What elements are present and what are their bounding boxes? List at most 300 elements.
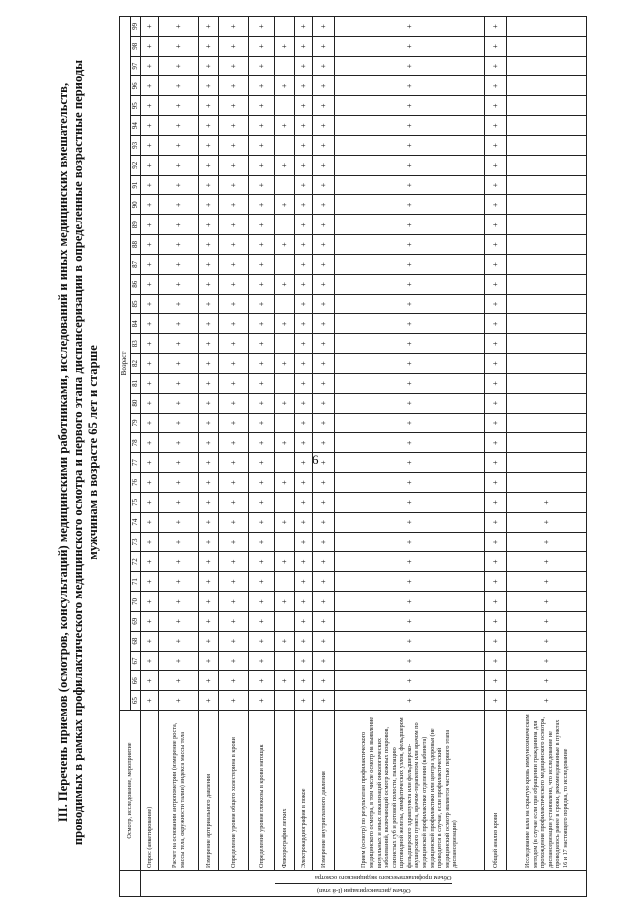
age-mark-cell	[219, 76, 249, 96]
age-mark-cell	[275, 195, 295, 215]
plus-mark: +	[228, 242, 238, 247]
plus-mark: +	[173, 400, 183, 406]
plus-mark: +	[228, 619, 238, 624]
table-row	[219, 16, 249, 896]
age-mark-cell	[159, 393, 199, 413]
age-mark-cell	[249, 393, 275, 413]
age-mark-cell	[313, 393, 335, 413]
age-mark-cell	[141, 56, 159, 76]
age-mark-cell	[219, 96, 249, 116]
age-mark-cell	[249, 592, 275, 612]
plus-mark: +	[228, 202, 238, 208]
plus-mark: +	[203, 559, 213, 565]
age-mark-cell	[295, 76, 313, 96]
plus-mark: +	[173, 361, 183, 366]
plus-mark: +	[256, 182, 266, 188]
age-mark-cell	[249, 651, 275, 671]
plus-mark: +	[298, 24, 308, 29]
plus-mark: +	[203, 361, 213, 366]
age-mark-cell	[219, 433, 249, 453]
age-mark-cell	[335, 254, 485, 274]
age-mark-cell	[295, 552, 313, 572]
plus-mark: +	[173, 698, 183, 703]
plus-mark: +	[404, 381, 414, 386]
age-mark-cell	[159, 175, 199, 195]
age-mark-cell	[485, 254, 507, 274]
plus-mark: +	[144, 24, 154, 29]
plus-mark: +	[173, 579, 183, 584]
plus-mark: +	[228, 24, 238, 29]
plus-mark: +	[144, 341, 154, 346]
plus-mark: +	[279, 440, 289, 446]
plus-mark: +	[144, 182, 154, 188]
age-mark-cell	[219, 135, 249, 155]
plus-mark: +	[256, 262, 266, 267]
plus-mark: +	[404, 182, 414, 188]
activity-name: Общий анализ крови	[485, 711, 507, 871]
plus-mark: +	[203, 123, 213, 128]
plus-mark: +	[318, 361, 328, 366]
plus-mark: +	[228, 420, 238, 426]
plus-mark: +	[298, 420, 308, 426]
age-mark-cell	[485, 56, 507, 76]
plus-mark: +	[228, 341, 238, 346]
age-mark-cell	[507, 135, 587, 155]
age-mark-cell	[159, 651, 199, 671]
plus-mark: +	[490, 262, 500, 267]
age-mark-cell	[335, 592, 485, 612]
age-mark-cell	[485, 175, 507, 195]
age-mark-cell	[507, 175, 587, 195]
plus-mark: +	[144, 440, 154, 446]
plus-mark: +	[144, 480, 154, 485]
age-mark-cell	[249, 314, 275, 334]
age-column-header: 82	[130, 354, 141, 374]
plus-mark: +	[173, 480, 183, 485]
plus-mark: +	[298, 103, 308, 108]
plus-mark: +	[279, 638, 289, 644]
age-mark-cell	[507, 512, 587, 532]
age-mark-cell	[199, 393, 219, 413]
plus-mark: +	[173, 143, 183, 148]
plus-mark: +	[203, 242, 213, 247]
age-mark-cell	[219, 254, 249, 274]
age-mark-cell	[313, 314, 335, 334]
plus-mark: +	[203, 638, 213, 644]
age-mark-cell	[159, 512, 199, 532]
title-line-2: проводимых в рамках профилактического медицинского осмотра и первого этапа диспансеризации в определенные возрастные периоды	[71, 59, 85, 846]
plus-mark: +	[318, 123, 328, 128]
plus-mark: +	[318, 698, 328, 703]
plus-mark: +	[173, 341, 183, 346]
age-mark-cell	[335, 294, 485, 314]
age-mark-cell	[295, 314, 313, 334]
age-mark-cell	[485, 314, 507, 334]
age-mark-cell	[507, 215, 587, 235]
age-mark-cell	[199, 492, 219, 512]
age-mark-cell	[159, 572, 199, 592]
age-column-header: 68	[130, 631, 141, 651]
plus-mark: +	[490, 321, 500, 327]
age-mark-cell	[275, 16, 295, 36]
plus-mark: +	[279, 559, 289, 565]
age-mark-cell	[507, 16, 587, 36]
age-mark-cell	[219, 473, 249, 493]
age-mark-cell	[507, 433, 587, 453]
age-mark-cell	[507, 691, 587, 711]
plus-mark: +	[144, 539, 154, 545]
activity-name: Флюорография легких	[275, 711, 295, 871]
age-mark-cell	[507, 492, 587, 512]
age-column-header: 92	[130, 155, 141, 175]
plus-mark: +	[490, 281, 500, 287]
age-mark-cell	[485, 492, 507, 512]
plus-mark: +	[490, 619, 500, 624]
age-mark-cell	[141, 671, 159, 691]
plus-mark: +	[490, 500, 500, 505]
age-mark-cell	[199, 155, 219, 175]
age-mark-cell	[249, 413, 275, 433]
plus-mark: +	[298, 599, 308, 604]
plus-mark: +	[298, 182, 308, 188]
age-mark-cell	[159, 433, 199, 453]
age-mark-cell	[159, 155, 199, 175]
age-mark-cell	[249, 274, 275, 294]
age-mark-cell	[275, 76, 295, 96]
age-mark-cell	[507, 195, 587, 215]
age-mark-cell	[485, 453, 507, 473]
plus-mark: +	[144, 698, 154, 703]
age-mark-cell	[219, 373, 249, 393]
age-mark-cell	[159, 274, 199, 294]
plus-mark: +	[279, 519, 289, 525]
age-mark-cell	[141, 373, 159, 393]
table-row	[199, 16, 219, 896]
age-mark-cell	[141, 76, 159, 96]
activity-name: Определение уровня общего холестерина в крови	[219, 711, 249, 871]
age-mark-cell	[159, 215, 199, 235]
plus-mark: +	[298, 83, 308, 89]
plus-mark: +	[256, 301, 266, 307]
plus-mark: +	[228, 579, 238, 584]
age-mark-cell	[249, 532, 275, 552]
age-mark-cell	[249, 552, 275, 572]
plus-mark: +	[318, 182, 328, 188]
age-mark-cell	[141, 473, 159, 493]
plus-mark: +	[404, 539, 414, 545]
age-mark-cell	[485, 393, 507, 413]
age-mark-cell	[485, 135, 507, 155]
age-mark-cell	[275, 254, 295, 274]
plus-mark: +	[256, 400, 266, 406]
age-mark-cell	[295, 235, 313, 255]
age-mark-cell	[275, 96, 295, 116]
plus-mark: +	[279, 281, 289, 287]
exam-table-container	[119, 17, 587, 897]
plus-mark: +	[298, 262, 308, 267]
plus-mark: +	[144, 678, 154, 684]
age-mark-cell	[219, 36, 249, 56]
plus-mark: +	[173, 281, 183, 287]
age-mark-cell	[507, 473, 587, 493]
age-mark-cell	[159, 334, 199, 354]
age-column-header: 84	[130, 314, 141, 334]
plus-mark: +	[228, 281, 238, 287]
plus-mark: +	[256, 341, 266, 346]
age-mark-cell	[295, 96, 313, 116]
age-mark-cell	[249, 116, 275, 136]
activity-name: Измерение артериального давления	[199, 711, 219, 871]
plus-mark: +	[298, 440, 308, 446]
age-mark-cell	[335, 611, 485, 631]
plus-mark: +	[490, 301, 500, 307]
plus-mark: +	[318, 103, 328, 108]
plus-mark: +	[318, 341, 328, 346]
plus-mark: +	[173, 321, 183, 327]
age-mark-cell	[219, 413, 249, 433]
age-mark-cell	[295, 473, 313, 493]
age-mark-cell	[199, 274, 219, 294]
age-mark-cell	[141, 691, 159, 711]
age-mark-cell	[159, 56, 199, 76]
table-row	[159, 16, 199, 896]
plus-mark: +	[144, 361, 154, 366]
age-mark-cell	[485, 16, 507, 36]
age-mark-cell	[295, 691, 313, 711]
age-mark-cell	[219, 195, 249, 215]
plus-mark: +	[256, 619, 266, 624]
plus-mark: +	[490, 420, 500, 426]
age-mark-cell	[313, 274, 335, 294]
plus-mark: +	[298, 619, 308, 624]
age-mark-cell	[141, 631, 159, 651]
age-mark-cell	[141, 116, 159, 136]
plus-mark: +	[404, 242, 414, 247]
age-mark-cell	[295, 631, 313, 651]
plus-mark: +	[490, 24, 500, 29]
age-mark-cell	[219, 274, 249, 294]
age-mark-cell	[295, 512, 313, 532]
age-mark-cell	[199, 235, 219, 255]
age-column-header: 93	[130, 135, 141, 155]
age-mark-cell	[295, 651, 313, 671]
age-mark-cell	[249, 76, 275, 96]
age-mark-cell	[313, 175, 335, 195]
age-mark-cell	[275, 453, 295, 473]
age-column-header: 81	[130, 373, 141, 393]
plus-mark: +	[173, 83, 183, 89]
plus-mark: +	[203, 500, 213, 505]
age-mark-cell	[485, 691, 507, 711]
plus-mark: +	[203, 143, 213, 148]
age-mark-cell	[485, 96, 507, 116]
age-mark-cell	[507, 56, 587, 76]
age-mark-cell	[275, 512, 295, 532]
plus-mark: +	[228, 440, 238, 446]
age-mark-cell	[141, 314, 159, 334]
plus-mark: +	[279, 361, 289, 366]
age-mark-cell	[141, 254, 159, 274]
plus-mark: +	[228, 44, 238, 49]
plus-mark: +	[203, 420, 213, 426]
age-mark-cell	[335, 274, 485, 294]
plus-mark: +	[298, 678, 308, 684]
plus-mark: +	[173, 599, 183, 604]
plus-mark: +	[318, 222, 328, 227]
plus-mark: +	[203, 301, 213, 307]
age-mark-cell	[335, 314, 485, 334]
activity-name: Исследование кала на скрытую кровь иммунохимическим методом (в случае если при обращении гражданина для прохождения профилактического медицинского осмотра, диспансеризации установлено, что исследование не проводилось ранее в сроки, рекомендованные в пунктах 16 и 17 настоящего порядка, то исследование	[507, 711, 587, 871]
age-column-header: 67	[130, 651, 141, 671]
plus-mark: +	[318, 678, 328, 684]
age-mark-cell	[335, 473, 485, 493]
plus-mark: +	[490, 63, 500, 69]
plus-mark: +	[404, 143, 414, 148]
plus-mark: +	[173, 162, 183, 168]
plus-mark: +	[298, 341, 308, 346]
age-mark-cell	[219, 492, 249, 512]
plus-mark: +	[173, 658, 183, 664]
age-mark-cell	[219, 691, 249, 711]
plus-mark: +	[144, 519, 154, 525]
plus-mark: +	[541, 519, 551, 525]
age-mark-cell	[159, 235, 199, 255]
plus-mark: +	[404, 24, 414, 29]
age-mark-cell	[159, 254, 199, 274]
age-mark-cell	[249, 453, 275, 473]
age-mark-cell	[219, 532, 249, 552]
age-mark-cell	[141, 16, 159, 36]
plus-mark: +	[228, 381, 238, 386]
age-mark-cell	[335, 56, 485, 76]
blank-corner	[120, 871, 141, 897]
plus-mark: +	[256, 420, 266, 426]
age-mark-cell	[485, 215, 507, 235]
age-mark-cell	[485, 611, 507, 631]
age-mark-cell	[219, 16, 249, 36]
plus-mark: +	[298, 143, 308, 148]
age-mark-cell	[141, 512, 159, 532]
age-mark-cell	[507, 611, 587, 631]
age-mark-cell	[507, 354, 587, 374]
plus-mark: +	[173, 63, 183, 69]
activity-header: Осмотр, исследование, мероприятие	[120, 711, 141, 871]
age-mark-cell	[295, 195, 313, 215]
plus-mark: +	[279, 44, 289, 49]
plus-mark: +	[228, 638, 238, 644]
plus-mark: +	[404, 123, 414, 128]
age-mark-cell	[507, 592, 587, 612]
age-mark-cell	[507, 671, 587, 691]
age-mark-cell	[485, 195, 507, 215]
age-mark-cell	[313, 294, 335, 314]
age-mark-cell	[335, 433, 485, 453]
plus-mark: +	[279, 202, 289, 208]
age-mark-cell	[275, 433, 295, 453]
age-mark-cell	[249, 215, 275, 235]
age-mark-cell	[249, 155, 275, 175]
age-mark-cell	[199, 334, 219, 354]
plus-mark: +	[279, 162, 289, 168]
plus-mark: +	[228, 480, 238, 485]
age-mark-cell	[507, 334, 587, 354]
plus-mark: +	[279, 83, 289, 89]
age-mark-cell	[507, 413, 587, 433]
age-mark-cell	[275, 532, 295, 552]
age-column-header: 95	[130, 96, 141, 116]
plus-mark: +	[144, 63, 154, 69]
plus-mark: +	[318, 202, 328, 208]
age-column-header: 71	[130, 572, 141, 592]
plus-mark: +	[144, 162, 154, 168]
age-mark-cell	[275, 492, 295, 512]
age-mark-cell	[313, 36, 335, 56]
age-mark-cell	[141, 492, 159, 512]
plus-mark: +	[318, 579, 328, 584]
plus-mark: +	[404, 678, 414, 684]
age-column-header: 90	[130, 195, 141, 215]
plus-mark: +	[144, 103, 154, 108]
plus-mark: +	[279, 400, 289, 406]
age-mark-cell	[249, 16, 275, 36]
table-row	[313, 16, 335, 896]
age-mark-cell	[199, 175, 219, 195]
age-mark-cell	[313, 116, 335, 136]
plus-mark: +	[318, 559, 328, 565]
age-mark-cell	[219, 671, 249, 691]
plus-mark: +	[144, 638, 154, 644]
plus-mark: +	[541, 658, 551, 664]
activity-name: Опрос (анкетирование)	[141, 711, 159, 871]
age-mark-cell	[507, 235, 587, 255]
plus-mark: +	[490, 143, 500, 148]
plus-mark: +	[228, 500, 238, 505]
plus-mark: +	[173, 222, 183, 227]
age-mark-cell	[335, 453, 485, 473]
plus-mark: +	[404, 222, 414, 227]
plus-mark: +	[318, 262, 328, 267]
age-mark-cell	[141, 572, 159, 592]
age-mark-cell	[141, 433, 159, 453]
age-column-header: 75	[130, 492, 141, 512]
plus-mark: +	[228, 103, 238, 108]
age-mark-cell	[295, 413, 313, 433]
age-column-header: 79	[130, 413, 141, 433]
plus-mark: +	[318, 440, 328, 446]
plus-mark: +	[173, 440, 183, 446]
age-mark-cell	[295, 532, 313, 552]
age-mark-cell	[199, 453, 219, 473]
plus-mark: +	[203, 24, 213, 29]
age-mark-cell	[219, 552, 249, 572]
age-mark-cell	[141, 611, 159, 631]
plus-mark: +	[298, 698, 308, 703]
age-mark-cell	[295, 492, 313, 512]
plus-mark: +	[318, 162, 328, 168]
age-mark-cell	[219, 334, 249, 354]
age-mark-cell	[159, 691, 199, 711]
age-mark-cell	[485, 413, 507, 433]
age-mark-cell	[249, 691, 275, 711]
age-mark-cell	[249, 334, 275, 354]
age-mark-cell	[275, 334, 295, 354]
age-mark-cell	[313, 235, 335, 255]
plus-mark: +	[541, 599, 551, 604]
plus-mark: +	[256, 103, 266, 108]
age-mark-cell	[199, 116, 219, 136]
age-mark-cell	[313, 155, 335, 175]
age-mark-cell	[335, 691, 485, 711]
